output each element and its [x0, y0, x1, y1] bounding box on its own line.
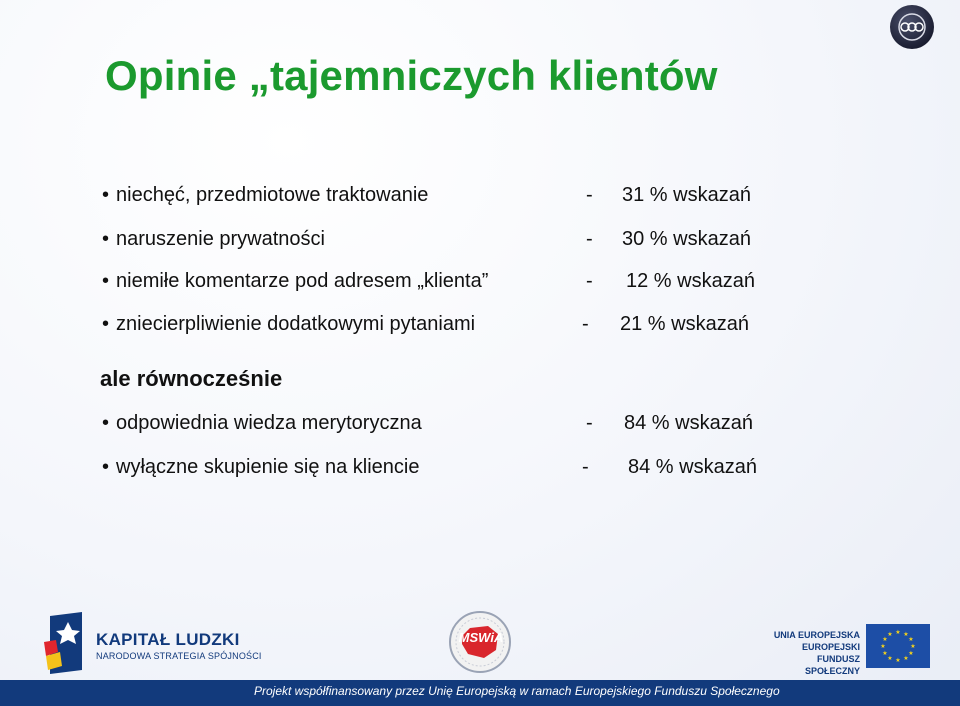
eu-line: EUROPEJSKI — [801, 642, 860, 652]
svg-text:★: ★ — [887, 631, 893, 638]
item-dash: - — [586, 228, 593, 250]
svg-text:★: ★ — [880, 643, 886, 650]
item-text: zniecierpliwienie dodatkowymi pytaniami — [116, 313, 476, 335]
item-dash: - — [586, 270, 593, 292]
item-value: 21 % wskazań — [620, 313, 749, 335]
eu-label — [760, 629, 860, 677]
slide-title: Opinie „tajemniczych klientów — [105, 52, 718, 99]
item-value: 31 % wskazań — [622, 184, 751, 206]
item-dash: - — [586, 412, 593, 434]
svg-text:★: ★ — [908, 636, 914, 643]
bullet: • — [102, 228, 110, 250]
bullet: • — [102, 184, 110, 206]
eu-line: UNIA EUROPEJSKA — [773, 630, 860, 640]
svg-text:★: ★ — [882, 650, 888, 657]
kapital-ludzki-name: KAPITAŁ LUDZKI — [96, 630, 240, 649]
eu-line: FUNDUSZ SPOŁECZNY — [804, 654, 860, 676]
bullet: • — [102, 456, 110, 478]
svg-text:★: ★ — [882, 636, 888, 643]
item-dash: - — [586, 184, 593, 206]
svg-text:★: ★ — [887, 655, 893, 662]
svg-text:★: ★ — [908, 650, 914, 657]
item-dash: - — [582, 313, 589, 335]
bullet: • — [102, 270, 110, 292]
svg-text:★: ★ — [903, 631, 909, 638]
svg-text:★: ★ — [895, 657, 901, 664]
item-value: 84 % wskazań — [628, 456, 757, 478]
kapital-ludzki-logo-icon — [42, 612, 92, 674]
item-value: 12 % wskazań — [626, 270, 755, 292]
item-text: niechęć, przedmiotowe traktowanie — [116, 184, 429, 206]
item-value: 30 % wskazań — [622, 228, 751, 250]
item-text: wyłączne skupienie się na kliencie — [116, 456, 420, 478]
svg-text:★: ★ — [910, 643, 916, 650]
svg-text:★: ★ — [903, 655, 909, 662]
bullet: • — [102, 313, 110, 335]
bullet: • — [102, 412, 110, 434]
section-heading: ale równocześnie — [100, 366, 283, 391]
item-text: naruszenie prywatności — [116, 228, 325, 250]
cofinancing-note: Projekt współfinansowany przez Unię Europejską w ramach Europejskiego Funduszu Społecznego — [254, 684, 780, 698]
svg-text:★: ★ — [895, 629, 901, 636]
eu-flag-icon — [866, 624, 930, 668]
item-value: 84 % wskazań — [624, 412, 753, 434]
kapital-ludzki-subtitle: NARODOWA STRATEGIA SPÓJNOŚCI — [96, 651, 262, 661]
corner-logo-icon — [890, 5, 934, 49]
item-text: odpowiednia wiedza merytoryczna — [116, 412, 422, 434]
item-text: niemiłe komentarze pod adresem „klienta” — [116, 270, 489, 292]
item-dash: - — [582, 456, 589, 478]
mswia-label: MSWiA — [458, 630, 504, 645]
